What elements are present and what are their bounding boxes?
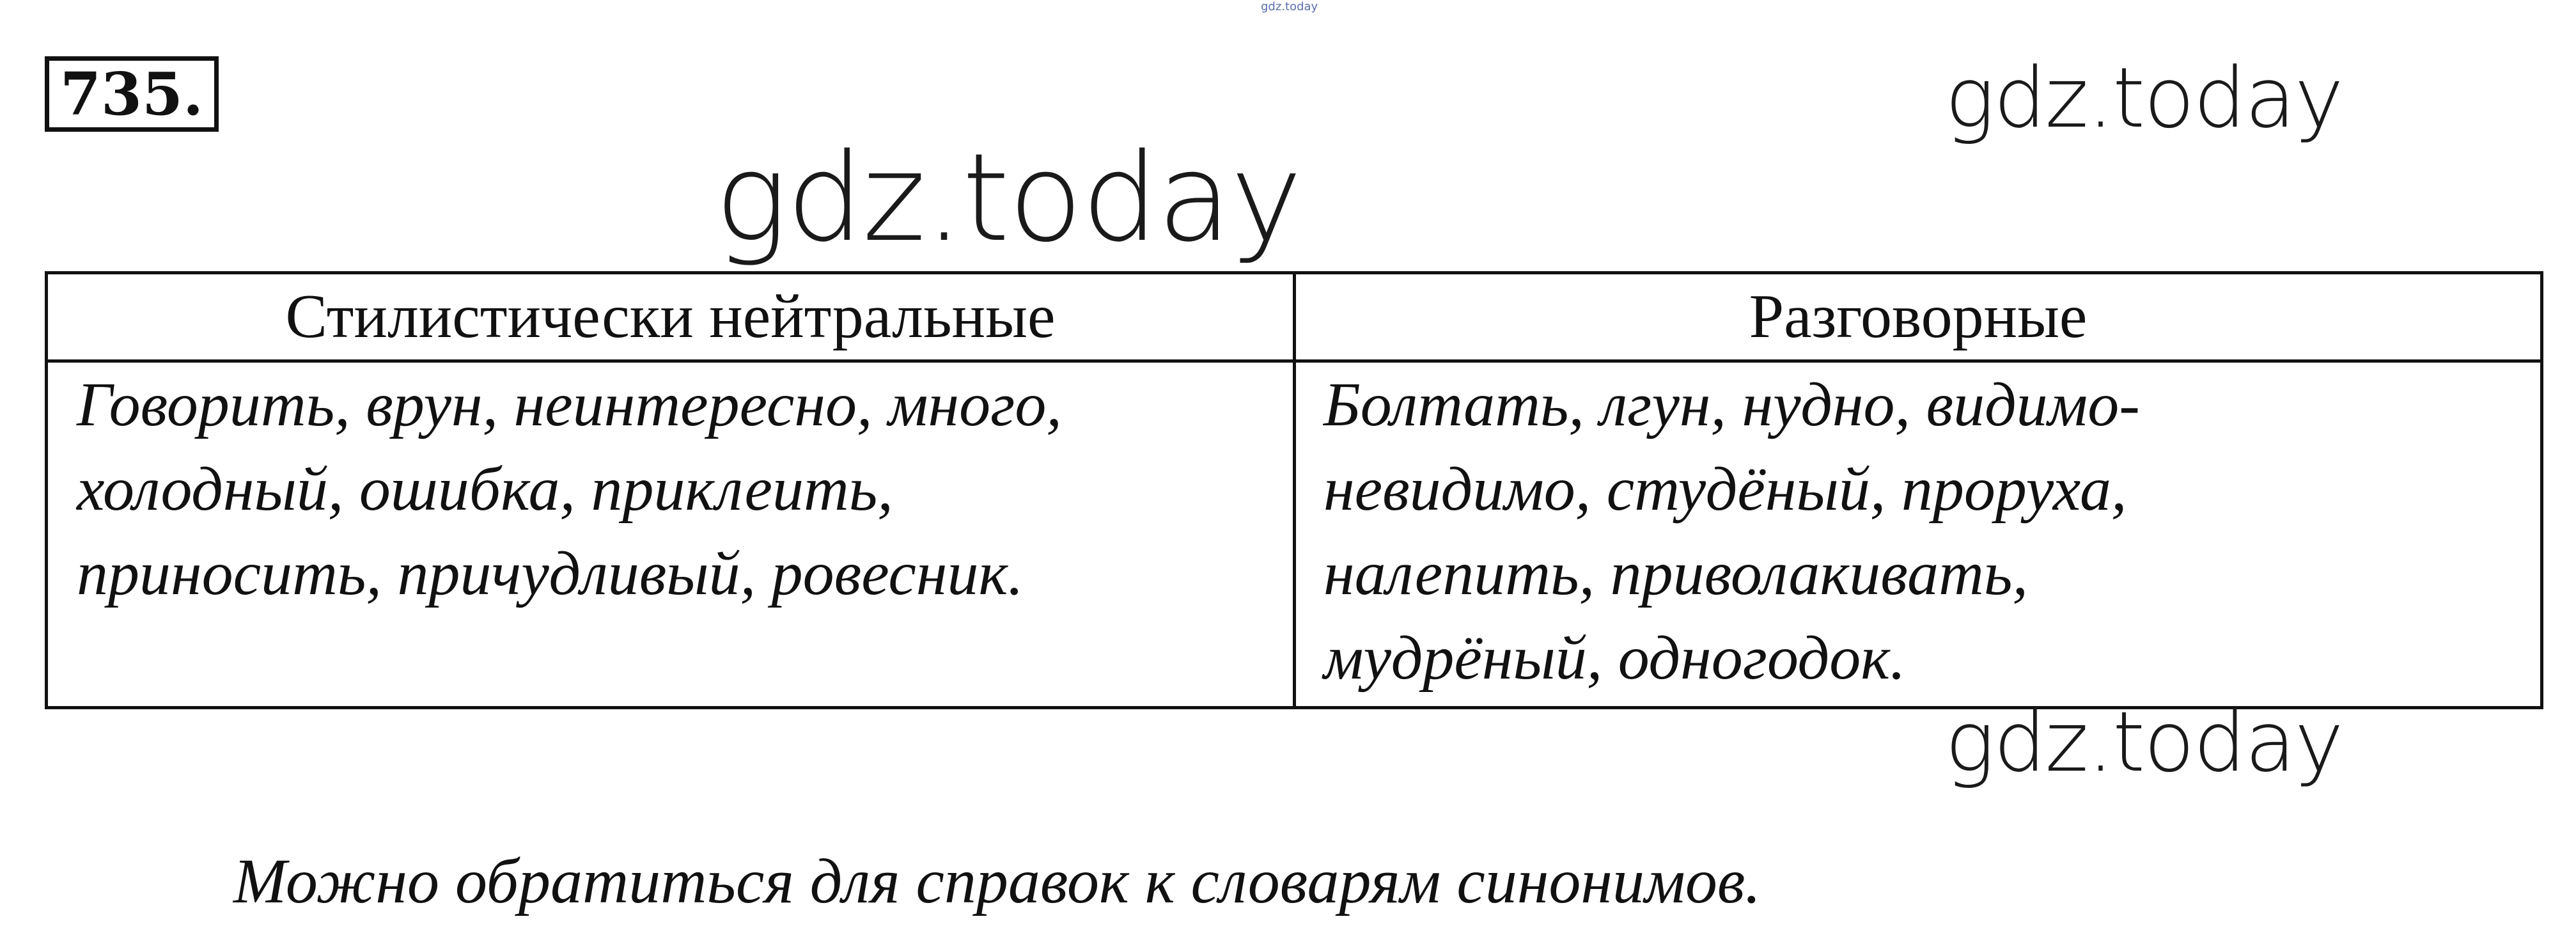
header-colloquial: Разговорные bbox=[1749, 282, 2088, 351]
neutral-line: Говорить, врун, неинтересно, много, bbox=[77, 370, 1062, 439]
watermark-top-right: gdz.today bbox=[1945, 49, 2343, 146]
synonyms-table bbox=[45, 271, 2543, 709]
colloquial-line: невидимо, студёный, проруха, bbox=[1323, 455, 2127, 524]
cell-colloquial-words bbox=[1323, 363, 2525, 700]
neutral-line: холодный, ошибка, приклеить, bbox=[77, 455, 893, 524]
neutral-line: приносить, причудливый, ровесник. bbox=[77, 539, 1024, 608]
colloquial-line: Болтать, лгун, нудно, видимо- bbox=[1323, 370, 2140, 439]
footer-note: Можно обратиться для справок к словарям синонимов. bbox=[233, 845, 1761, 916]
watermark-bottom-right: gdz.today bbox=[1945, 693, 2343, 790]
cell-neutral-words bbox=[77, 363, 1279, 616]
tiny-watermark: gdz.today bbox=[1261, 0, 1318, 13]
colloquial-line: мудрёный, одногодок. bbox=[1323, 624, 1906, 693]
task-number: 735. bbox=[45, 56, 219, 132]
header-neutral: Стилистически нейтральные bbox=[285, 282, 1056, 351]
colloquial-line: налепить, приволакивать, bbox=[1323, 539, 2028, 608]
watermark-center: gdz.today bbox=[715, 127, 1301, 269]
